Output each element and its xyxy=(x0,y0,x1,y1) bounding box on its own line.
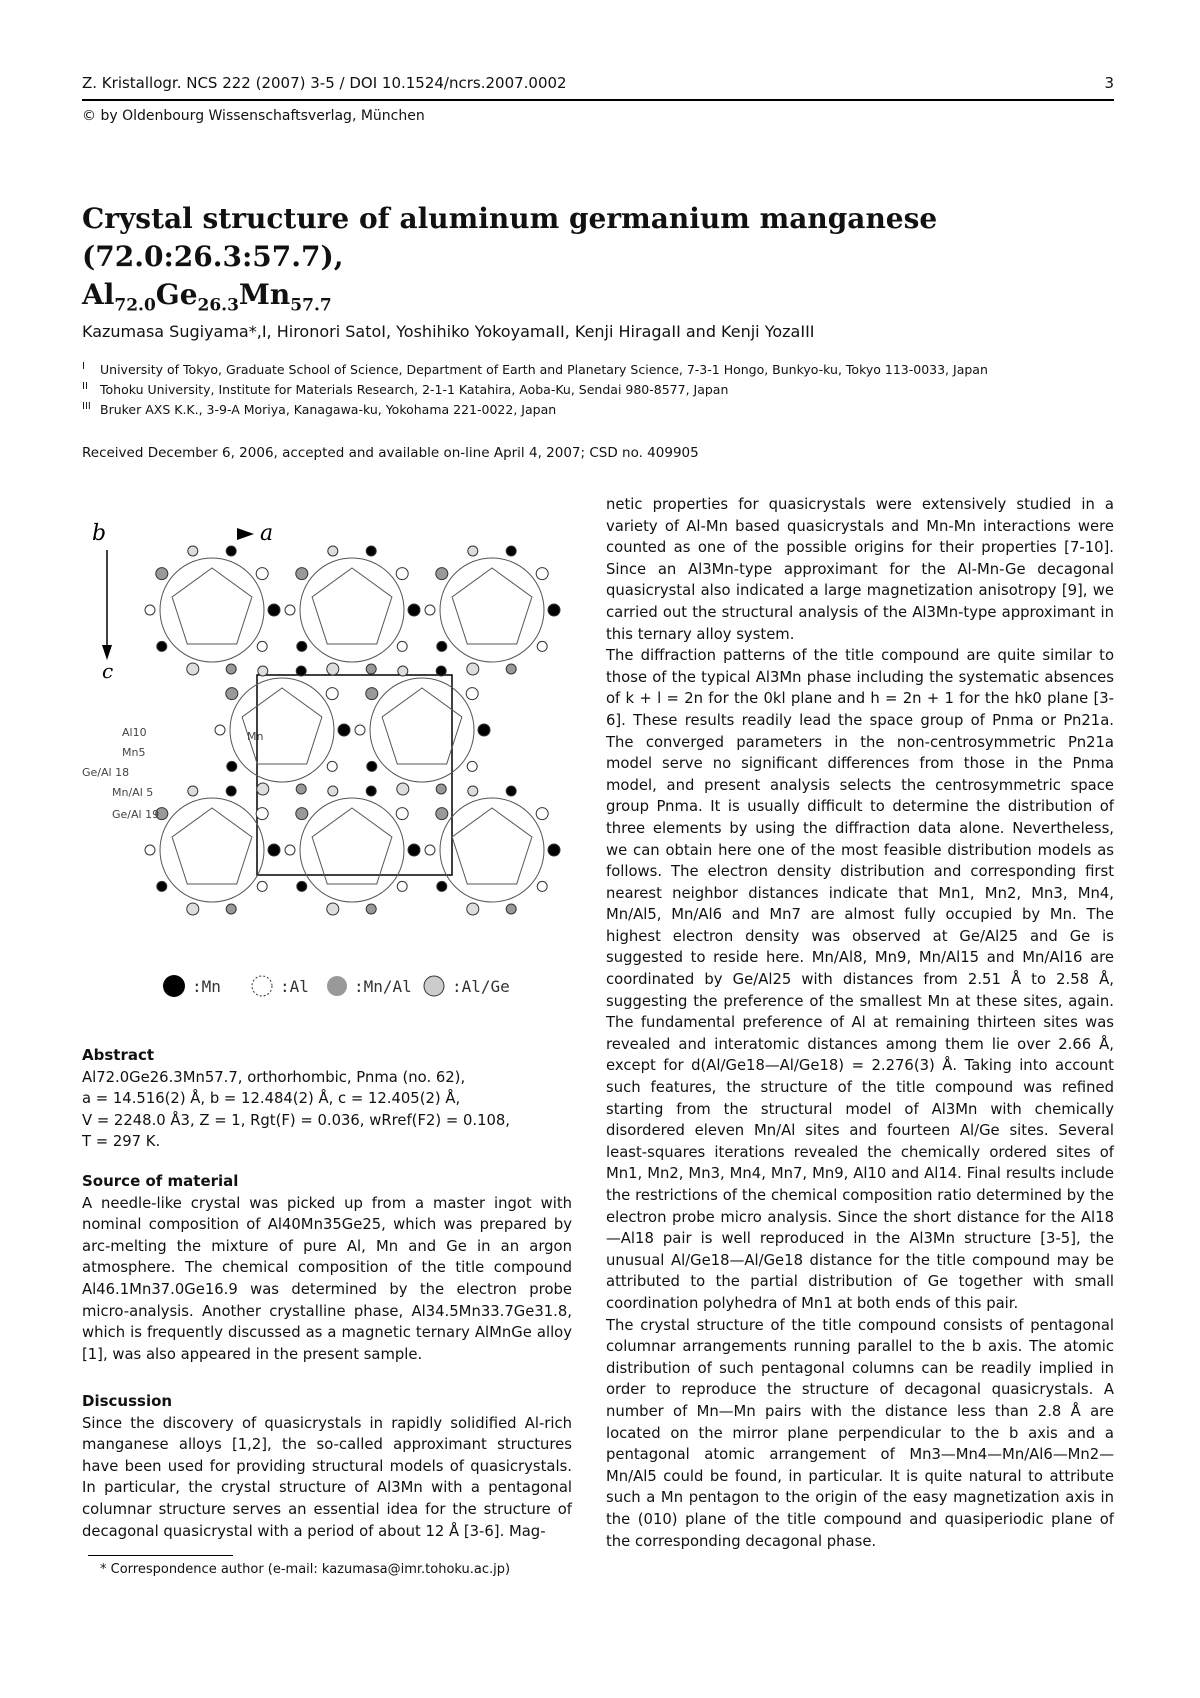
legend-mnal-icon xyxy=(327,976,347,996)
atom xyxy=(506,786,516,796)
axis-c-label: c xyxy=(102,659,114,683)
atom xyxy=(328,546,338,556)
atom xyxy=(506,546,516,556)
atom xyxy=(437,881,447,891)
pentagon xyxy=(452,568,532,644)
atom xyxy=(256,568,268,580)
atom xyxy=(548,604,560,616)
atom xyxy=(467,761,477,771)
atom xyxy=(256,808,268,820)
right-column xyxy=(606,494,1114,1552)
site-label: Mn xyxy=(247,730,264,743)
abstract-heading: Abstract xyxy=(82,1046,155,1064)
received-line: Received December 6, 2006, accepted and available on-line April 4, 2007; CSD no. 409905 xyxy=(82,445,699,461)
atom xyxy=(397,881,407,891)
atom xyxy=(226,546,236,556)
footnote: * Correspondence author (e-mail: kazumasa@imr.tohoku.ac.jp) xyxy=(100,1562,511,1577)
atom xyxy=(425,605,435,615)
atom xyxy=(408,844,420,856)
pentagon xyxy=(242,688,322,764)
pentagonal-column xyxy=(160,798,264,902)
legend-mn: :Mn xyxy=(192,977,221,996)
figure-legend xyxy=(162,973,510,999)
atom xyxy=(338,724,350,736)
legend-alge-icon xyxy=(424,976,444,996)
atom xyxy=(328,786,338,796)
atom xyxy=(257,881,267,891)
atom xyxy=(327,761,337,771)
atom xyxy=(467,903,479,915)
citation: Z. Kristallogr. NCS 222 (2007) 3-5 / DOI 10.1524/ncrs.2007.0002 xyxy=(82,74,567,92)
pentagon xyxy=(312,808,392,884)
atom xyxy=(285,845,295,855)
author-list: Kazumasa Sugiyama*,I, Hironori SatoI, Yoshihiko YokoyamaII, Kenji HiragaII and Kenji YozaIII xyxy=(82,322,815,341)
discussion-section xyxy=(82,1391,572,1542)
axis-b-label: b xyxy=(92,521,107,546)
abstract-line: V = 2248.0 Å3, Z = 1, Rgt(F) = 0.036, wRref(F2) = 0.108, xyxy=(82,1111,511,1129)
atom xyxy=(397,783,409,795)
page-number: 3 xyxy=(1104,74,1114,92)
abstract-line: Al72.0Ge26.3Mn57.7, orthorhombic, Pnma (no. 62), xyxy=(82,1068,466,1086)
atom xyxy=(268,844,280,856)
atom xyxy=(157,641,167,651)
atom xyxy=(226,664,236,674)
atom xyxy=(268,604,280,616)
atom xyxy=(296,808,308,820)
running-header xyxy=(82,74,1114,92)
atom xyxy=(257,641,267,651)
atom xyxy=(145,605,155,615)
atom xyxy=(537,881,547,891)
atom xyxy=(145,845,155,855)
atom xyxy=(436,784,446,794)
footnote-rule xyxy=(88,1555,233,1556)
crystal-structure-figure xyxy=(82,520,582,970)
atom xyxy=(327,663,339,675)
atom xyxy=(397,641,407,651)
pentagonal-column xyxy=(370,678,474,782)
pentagon xyxy=(312,568,392,644)
paragraph: netic properties for quasicrystals were extensively studied in a variety of Al-Mn based quasicrystals and Mn-Mn interactions were counted as one of the possible origins for their properties [7-10]. Since an Al3Mn-type approximant for the Al-Mn-Ge decagonal quasicrystal also indicated a large magnetization anisotropy [9], we carried out the structural analysis of the Al3Mn-type approximant in this ternary alloy system. xyxy=(606,496,1114,643)
article-title xyxy=(82,200,1122,325)
affiliation-3: III Bruker AXS K.K., 3-9-A Moriya, Kanagawa-ku, Yokohama 221-0022, Japan xyxy=(82,401,557,418)
pentagon xyxy=(382,688,462,764)
site-label: Al10 xyxy=(122,726,147,739)
atom xyxy=(226,688,238,700)
pentagon xyxy=(452,808,532,884)
atom xyxy=(437,641,447,651)
site-label: Mn5 xyxy=(122,746,146,759)
atom xyxy=(366,688,378,700)
atom xyxy=(285,605,295,615)
affiliation-1: I University of Tokyo, Graduate School of Science, Department of Earth and Planetary Science, 7-3-1 Hongo, Bunkyo-ku, Tokyo 113-0033, Japan xyxy=(82,361,988,378)
copyright-line: © by Oldenbourg Wissenschaftsverlag, München xyxy=(82,108,425,124)
atom xyxy=(187,663,199,675)
atom xyxy=(366,904,376,914)
atom xyxy=(156,568,168,580)
atom xyxy=(436,666,446,676)
pentagonal-column xyxy=(300,558,404,662)
atom xyxy=(506,664,516,674)
atom xyxy=(468,786,478,796)
site-label: Ge/Al 19 xyxy=(112,808,160,821)
pentagonal-column xyxy=(440,558,544,662)
pentagonal-column xyxy=(230,678,334,782)
atom xyxy=(478,724,490,736)
axis-c-arrowhead xyxy=(102,645,112,660)
abstract-line: T = 297 K. xyxy=(82,1133,161,1151)
pentagonal-column xyxy=(160,558,264,662)
source-section xyxy=(82,1171,572,1365)
atom xyxy=(548,844,560,856)
source-heading: Source of material xyxy=(82,1172,239,1190)
atom xyxy=(227,761,237,771)
discussion-text: Since the discovery of quasicrystals in rapidly solidified Al-rich manganese alloys [1,2], the so-called approximant structures have been used for providing structural models of quasicrystals. In particular, the crystal structure of Al3Mn with a pentagonal columnar structure serves an essential idea for the structure of decagonal quasicrystal with a period of about 12 Å [3-6]. Mag- xyxy=(82,1414,572,1540)
pentagonal-column xyxy=(300,798,404,902)
atom xyxy=(226,904,236,914)
pentagon xyxy=(172,808,252,884)
atom xyxy=(366,546,376,556)
unit-cell-box xyxy=(257,675,452,875)
atom xyxy=(367,761,377,771)
legend-al-icon xyxy=(252,976,272,996)
atom xyxy=(258,666,268,676)
atom xyxy=(536,568,548,580)
atom xyxy=(257,783,269,795)
atom xyxy=(436,808,448,820)
legend-mnal: :Mn/Al xyxy=(354,977,412,996)
atom xyxy=(396,808,408,820)
atom xyxy=(398,666,408,676)
site-label: Ge/Al 18 xyxy=(82,766,130,779)
atom xyxy=(226,786,236,796)
atom xyxy=(157,881,167,891)
atom xyxy=(188,786,198,796)
atom xyxy=(297,881,307,891)
atom xyxy=(466,688,478,700)
header-rule xyxy=(82,99,1114,101)
atom xyxy=(326,688,338,700)
source-text: A needle-like crystal was picked up from a master ingot with nominal composition of Al40Mn35Ge25, which was prepared by arc-melting the mixture of pure Al, Mn and Ge in an argon atmosphere. The chemical composition of the title compound Al46.1Mn37.0Ge16.9 was determined by the electron probe micro-analysis. Another crystalline phase, Al34.5Mn33.7Ge31.8, which is frequently discussed as a magnetic ternary AlMnGe alloy [1], was also appeared in the present sample. xyxy=(82,1194,572,1363)
atom xyxy=(355,725,365,735)
atom xyxy=(366,786,376,796)
atom xyxy=(297,641,307,651)
legend-mn-icon xyxy=(163,975,185,997)
atom xyxy=(188,546,198,556)
atom xyxy=(215,725,225,735)
site-label: Mn/Al 5 xyxy=(112,786,154,799)
pentagonal-column xyxy=(440,798,544,902)
axis-a-label: a xyxy=(260,521,274,546)
atom xyxy=(468,546,478,556)
atom xyxy=(296,784,306,794)
discussion-heading: Discussion xyxy=(82,1392,173,1410)
abstract-section xyxy=(82,1045,572,1153)
atom xyxy=(537,641,547,651)
title-formula: $Al_{72.0}Ge_{26.3}Mn_{57.7}$ xyxy=(82,278,332,316)
atom xyxy=(296,568,308,580)
atom xyxy=(536,808,548,820)
atom xyxy=(396,568,408,580)
atom xyxy=(296,666,306,676)
abstract-line: a = 14.516(2) Å, b = 12.484(2) Å, c = 12.405(2) Å, xyxy=(82,1090,461,1108)
axis-a-arrowhead xyxy=(237,528,254,540)
affiliation-2: II Tohoku University, Institute for Materials Research, 2-1-1 Katahira, Aoba-Ku, Sendai 980-8577, Japan xyxy=(82,381,729,398)
atom xyxy=(425,845,435,855)
atom xyxy=(506,904,516,914)
atom xyxy=(187,903,199,915)
atom xyxy=(408,604,420,616)
atom xyxy=(436,568,448,580)
pentagon xyxy=(172,568,252,644)
atom xyxy=(366,664,376,674)
paragraph: The crystal structure of the title compound consists of pentagonal columnar arrangements running parallel to the b axis. The atomic distribution of such pentagonal columns can be readily implied in order to reproduce the structure of decagonal quasicrystals. A number of Mn—Mn pairs with the distance less than 2.8 Å are located on the mirror plane perpendicular to the b axis and a pentagonal atomic arrangement of Mn3—Mn4—Mn/Al6—Mn2—Mn/Al5 could be found, in particular. It is quite natural to attribute such a Mn pentagon to the origin of the easy magnetization axis in the (010) plane of the title compound and quasiperiodic plane of the corresponding decagonal phase. xyxy=(606,1316,1114,1550)
paragraph: The diffraction patterns of the title compound are quite similar to those of the typical Al3Mn phase including the systematic absences of k + l = 2n for the 0kl plane and h = 2n + 1 for the hk0 plane [3-6]. These results readily lead the space group of Pnma or Pn21a. The converged parameters in the non-centrosymmetric Pn21a model serve no significant differences from those in the Pnma model, and present analysis selects the centrosymmetric space group Pnma. It is usually difficult to determine the distribution of three elements by using the diffraction data alone. Nevertheless, we can obtain here one of the most feasible distribution models as follows. The electron density distribution and corresponding first nearest neighbor distances indicate that Mn1, Mn2, Mn3, Mn4, Mn/Al5, Mn/Al6 and Mn7 are almost fully occupied by Mn. The highest electron density was observed at Ge/Al25 and Ge is suggested to reside here. Mn/Al8, Mn9, Mn/Al15 and Mn/Al16 are coordinated by Ge/Al25 with distances from 2.51 Å to 2.58 Å, suggesting the preference of the smallest Mn at these sites, again. The fundamental preference of Al at remaining thirteen sites was revealed and interatomic distances among them lie over 2.66 Å, except for d(Al/Ge18—Al/Ge18) = 2.276(3) Å. Taking into account such features, the structure of the title compound was refined starting from the structural model of Al3Mn with chemically disordered eleven Mn/Al sites and fourteen Al/Ge sites. Several least-squares iterations revealed the chemically ordered sites of Mn1, Mn2, Mn3, Mn4, Mn7, Mn9, Al10 and Al14. Final results include the restrictions of the chemical composition ratio determined by the electron probe micro analysis. Since the short distance for the Al18—Al18 pair is well reproduced in the Al3Mn structure [3-5], the unusual Al/Ge18—Al/Ge18 distance for the title compound may be attributed to the partial distribution of Ge together with small coordination polyhedra of Mn1 at both ends of this pair. xyxy=(606,647,1114,1312)
atom xyxy=(467,663,479,675)
atom xyxy=(327,903,339,915)
legend-alge: :Al/Ge xyxy=(452,977,510,996)
title-line1: Crystal structure of aluminum germanium manganese (72.0:26.3:57.7), xyxy=(82,202,938,273)
legend-al: :Al xyxy=(280,977,309,996)
